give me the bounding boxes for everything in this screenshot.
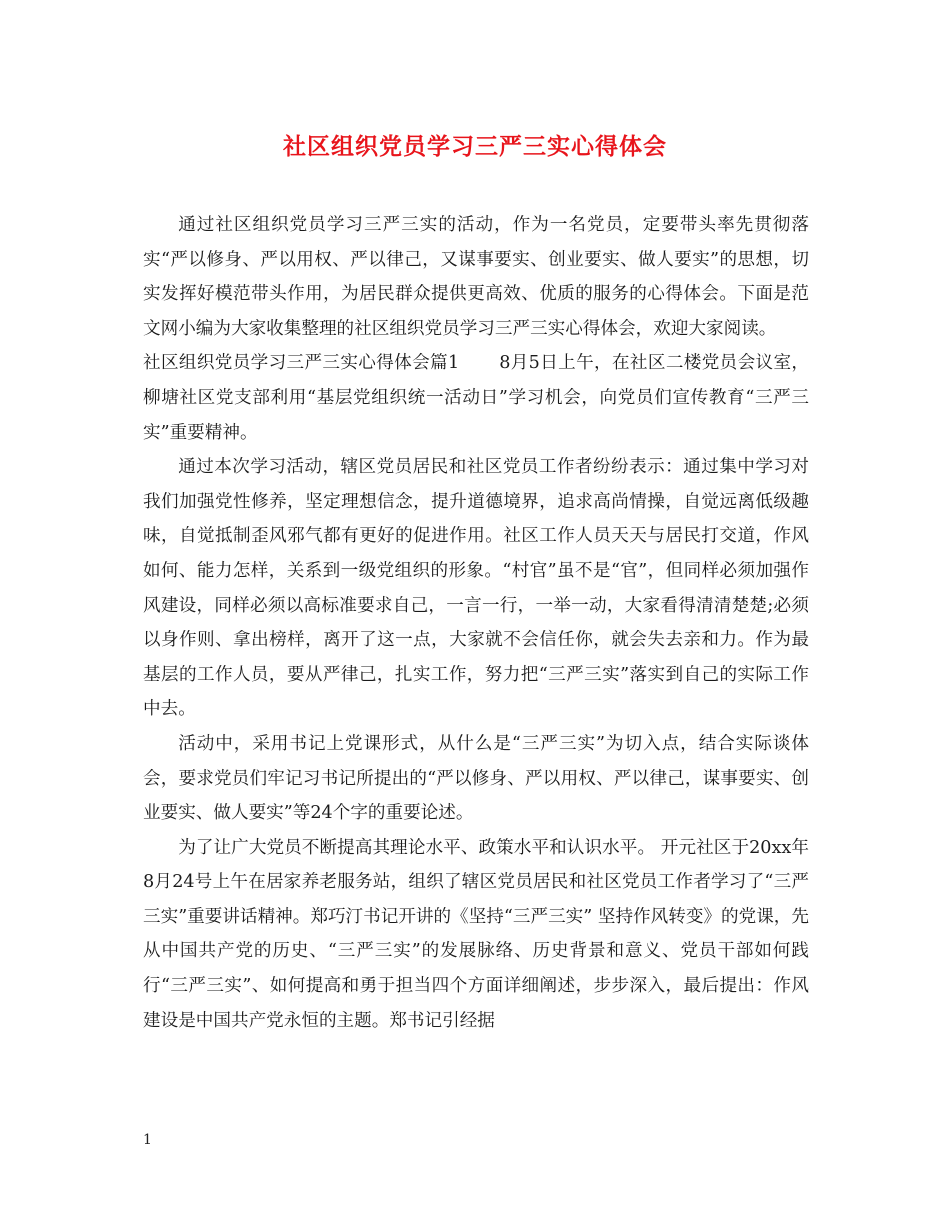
body-paragraph-3: 为了让广大党员不断提高其理论水平、政策水平和认识水平。 开元社区于20xx年8月24号上午在居家养老服务站，组织了辖区党员居民和社区党员工作者学习了“三严三实”重要讲话精神。郑巧汀书记开讲的《坚持“三严三实” 坚持作风转变》的党课，先从中国共产党的历史、“三严三实”的发展脉络、历史背景和意义、党员干部如何践行“三严三实”、如何提高和勇于担当四个方面详细阐述，步步深入，最后提出：作风建设是中国共产党永恒的主题。郑书记引经据 <box>143 837 809 1031</box>
section-first-text: 8月5日上午，在社区二楼党员会议室，柳塘社区党支部利用“基层党组织统一活动日”学习机会，向党员们宣传教育“三严三实”重要精神。 <box>143 353 809 443</box>
section-paragraph <box>143 346 809 450</box>
body-paragraph-2: 活动中，采用书记上党课形式，从什么是“三严三实”为切入点，结合实际谈体会，要求党员们牢记习书记所提出的“严以修身、严以用权、严以律己，谋事要实、创业要实、做人要实”等24个字的重要论述。 <box>143 733 809 824</box>
body-paragraph-1: 通过本次学习活动，辖区党员居民和社区党员工作者纷纷表示：通过集中学习对我们加强党性修养，坚定理想信念，提升道德境界，追求高尚情操，自觉远离低级趣味，自觉抵制歪风邪气都有更好的促进作用。社区工作人员天天与居民打交道，作风如何、能力怎样，关系到一级党组织的形象。“村官”虽不是“官”，但同样必须加强作风建设，同样必须以高标准要求自己，一言一行，一举一动，大家看得清清楚楚;必须以身作则、拿出榜样，离开了这一点，大家就不会信任你，就会失去亲和力。作为最基层的工作人员，要从严律己，扎实工作，努力把“三严三实”落实到自己的实际工作中去。 <box>143 457 809 720</box>
document-body <box>143 208 809 1038</box>
intro-paragraph: 通过社区组织党员学习三严三实的活动，作为一名党员，定要带头率先贯彻落实“严以修身、严以用权、严以律己，又谋事要实、创业要实、做人要实”的思想，切实发挥好模范带头作用，为居民群众提供更高效、优质的服务的心得体会。下面是范文网小编为大家收集整理的社区组织党员学习三严三实心得体会，欢迎大家阅读。 <box>143 215 809 339</box>
page-number: 1 <box>143 1132 152 1148</box>
section-heading: 社区组织党员学习三严三实心得体会篇1 <box>143 353 460 374</box>
document-title: 社区组织党员学习三严三实心得体会 <box>283 133 667 160</box>
